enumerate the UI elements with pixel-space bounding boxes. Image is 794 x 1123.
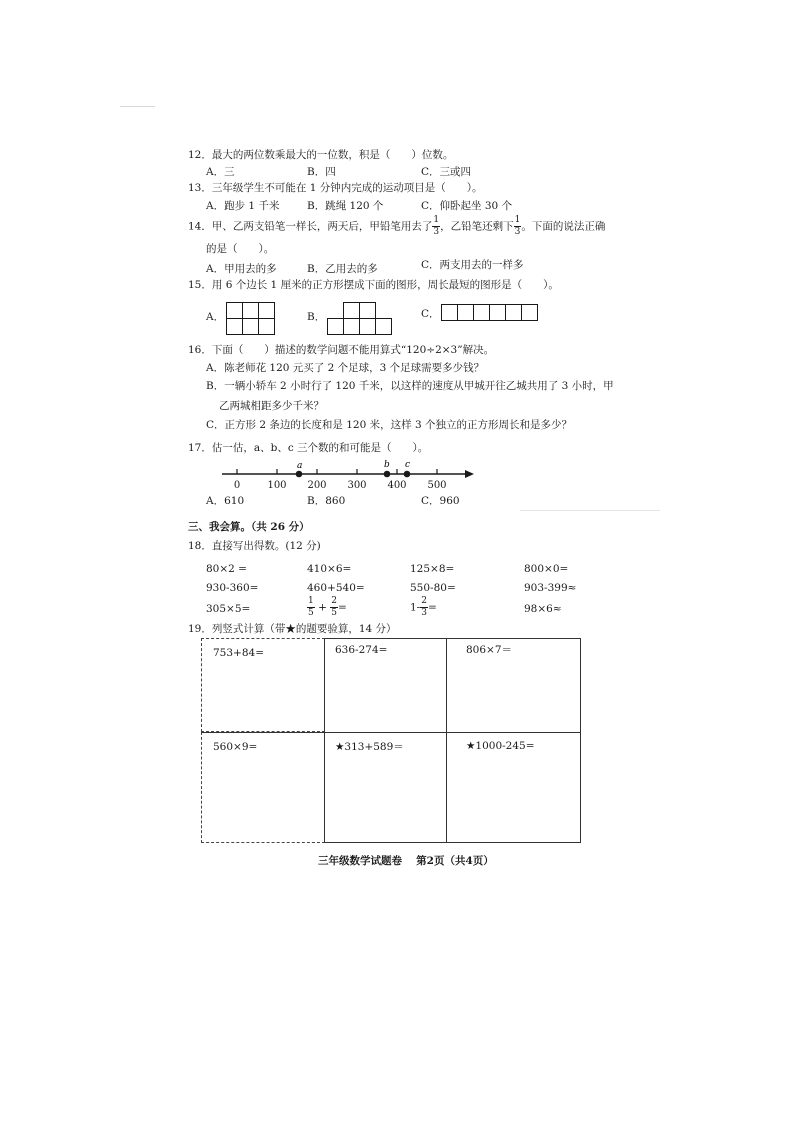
q12-option-b: B．四: [307, 166, 336, 178]
q17-option-b: B．860: [307, 495, 346, 507]
q17-option-a: A．610: [206, 495, 245, 507]
q19-cell-3: 806×7＝: [466, 644, 513, 656]
section-3-title: 三、我会算。（共 26 分）: [188, 521, 310, 533]
q14-stem-line2: 的是（ ）。: [206, 243, 275, 255]
question-14-stem: [188, 216, 605, 237]
q18-r3-c4: 98×6≈: [524, 603, 562, 615]
number-line: [0, 455, 794, 515]
number-line-tick-label: 300: [347, 480, 367, 491]
q18-r2-c1: 930-360=: [206, 582, 259, 594]
q18-r3-c1: 305×5=: [206, 603, 251, 615]
q18-r1-c4: 800×0=: [524, 563, 569, 575]
q16-option-a: A．陈老师花 120 元买了 2 个足球，3 个足球需要多少钱？: [206, 362, 485, 374]
q19-cell-4: 560×9=: [213, 741, 258, 753]
number-line-tick-label: 400: [387, 480, 407, 491]
point-c-marker: [404, 471, 411, 478]
q14-option-c: C．两支用去的一样多: [421, 259, 524, 271]
q16-option-b-line2: 乙两城相距多少千米？: [219, 400, 324, 412]
question-15-stem: 15．用 6 个边长 1 厘米的正方形摆成下面的图形，周长最短的图形是（ ）。: [188, 279, 559, 291]
q13-option-c: C．仰卧起坐 30 个: [421, 200, 513, 212]
q18-r2-c4: 903-399≈: [524, 582, 577, 594]
q16-option-b-line1: B．一辆小轿车 2 小时行了 120 千米，以这样的速度从甲城开往乙城共用了 3 小时，甲: [206, 380, 614, 392]
question-16-stem: 16．下面（ ）描述的数学问题不能用算式“120÷2×3”解决。: [188, 344, 495, 356]
q15-option-c: C．: [421, 308, 440, 320]
q19-cell-2: 636-274=: [335, 644, 388, 656]
q13-option-b: B．跳绳 120 个: [307, 200, 384, 212]
number-line-tick-label: 0: [233, 480, 241, 491]
point-b-label: b: [384, 460, 390, 470]
question-17-stem: 17．估一估，a、b、c 三个数的和可能是（ ）。: [188, 442, 429, 454]
number-line-tick-label: 100: [267, 480, 287, 491]
q19-cell-5: ★313+589＝: [335, 741, 404, 753]
fraction-one-third: $\frac{1}{3}$: [514, 215, 521, 237]
q13-option-a: A．跑步 1 千米: [206, 200, 280, 212]
point-a-label: a: [297, 461, 303, 471]
q14-option-a: A．甲用去的多: [206, 263, 277, 275]
question-12-stem: 12．最大的两位数乘最大的一位数，积是（ ）位数。: [188, 149, 454, 161]
q18-r3-c3: 1- $\frac{2}{3}$ =: [410, 596, 437, 618]
q15-option-a: A．: [206, 311, 225, 323]
q18-r2-c3: 550-80=: [410, 582, 456, 594]
question-19-stem: 19．列竖式计算（带★的题要验算，14 分）: [188, 623, 397, 635]
q18-r2-c2: 460+540=: [307, 582, 365, 594]
q14-stem-pre: 14．甲、乙两支铅笔一样长，两天后，甲铅笔用去了: [188, 220, 433, 233]
number-line-tick-label: 500: [427, 480, 447, 491]
q14-stem-post: 。下面的说法正确: [521, 220, 606, 233]
point-b-marker: [384, 471, 391, 478]
q17-option-c: C．960: [421, 495, 460, 507]
page-footer: 三年级数学试题卷 第2页（共4页）: [318, 855, 494, 867]
scan-mark: [120, 106, 155, 107]
fraction-one-third: $\frac{1}{3}$: [433, 215, 440, 237]
q14-option-b: B．乙用去的多: [307, 263, 378, 275]
q19-cell-6: ★1000-245=: [466, 740, 535, 752]
q12-option-a: A．三: [206, 166, 235, 178]
q18-r1-c1: 80×2 =: [206, 563, 247, 575]
q18-r1-c3: 125×8=: [410, 563, 455, 575]
q16-option-c: C．正方形 2 条边的长度和是 120 米，这样 3 个独立的正方形周长和是多少？: [206, 419, 572, 431]
point-c-label: c: [405, 460, 411, 470]
point-a-marker: [296, 471, 303, 478]
q12-option-c: C．三或四: [421, 166, 472, 178]
q14-stem-mid: ，乙铅笔还剩下: [440, 220, 514, 233]
vertical-calculation-grid: [201, 638, 581, 843]
q15-option-b: B．: [307, 311, 326, 323]
q18-r1-c2: 410×6=: [307, 563, 352, 575]
q19-cell-1: 753+84=: [213, 647, 264, 659]
question-18-stem: 18．直接写出得数。(12 分): [188, 540, 321, 552]
question-13-stem: 13．三年级学生不可能在 1 分钟内完成的运动项目是（ ）。: [188, 182, 483, 194]
q18-r3-c2: $\frac{1}{5}$ + $\frac{2}{5}$ =: [308, 596, 347, 618]
number-line-tick-label: 200: [307, 480, 327, 491]
